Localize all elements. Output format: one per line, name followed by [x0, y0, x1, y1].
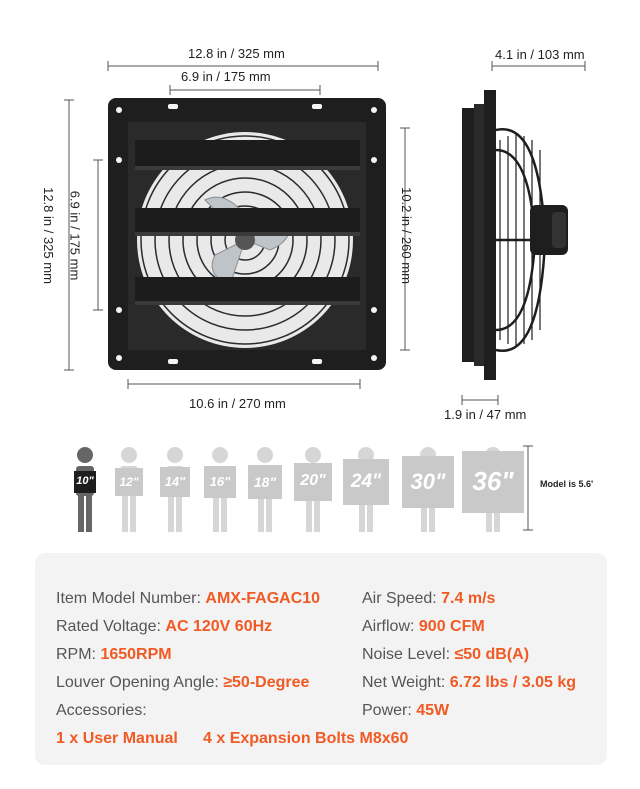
- spec-rpm: RPM: 1650RPM: [56, 646, 172, 663]
- inner-width-label: 6.9 in / 175 mm: [181, 69, 271, 84]
- front-width-label: 12.8 in / 325 mm: [188, 46, 285, 61]
- spec-louver-angle: Louver Opening Angle: ≥50-Degree: [56, 674, 310, 691]
- person-figure: [204, 447, 236, 532]
- front-height-label: 12.8 in / 325 mm: [40, 187, 56, 284]
- blade-height-label: 10.2 in / 260 mm: [398, 187, 414, 284]
- spec-air-speed: Air Speed: 7.4 m/s: [362, 590, 496, 607]
- person-figure: [160, 447, 190, 532]
- mount-depth-label: 1.9 in / 47 mm: [444, 407, 527, 422]
- size-label: 20": [300, 472, 326, 490]
- size-label: 18": [253, 473, 277, 490]
- spec-model: Item Model Number: AMX-FAGAC10: [56, 590, 321, 607]
- inner-height-label: 6.9 in / 175 mm: [67, 190, 83, 281]
- size-label: 14": [164, 474, 186, 490]
- person-figure: [74, 447, 96, 532]
- blade-width-label: 10.6 in / 270 mm: [189, 396, 286, 411]
- spec-voltage: Rated Voltage: AC 120V 60Hz: [56, 618, 273, 635]
- size-label: 36": [472, 466, 514, 497]
- size-label: 16": [209, 474, 231, 490]
- spec-power: Power: 45W: [362, 702, 450, 719]
- spec-noise: Noise Level: ≤50 dB(A): [362, 646, 530, 663]
- size-label: 12": [119, 474, 139, 489]
- depth-label: 4.1 in / 103 mm: [495, 47, 585, 62]
- size-label: 30": [410, 468, 446, 494]
- accessory-bolts: 4 x Expansion Bolts M8x60: [203, 730, 409, 747]
- person-figure: [115, 447, 143, 532]
- size-label: 24": [350, 470, 382, 492]
- model-height-note: Model is 5.6': [540, 479, 594, 489]
- spec-airflow: Airflow: 900 CFM: [362, 618, 485, 635]
- spec-weight: Net Weight: 6.72 lbs / 3.05 kg: [362, 674, 577, 691]
- accessory-manual: 1 x User Manual: [56, 730, 178, 747]
- size-label: 10": [76, 475, 94, 488]
- spec-accessories: Accessories:: [56, 702, 147, 719]
